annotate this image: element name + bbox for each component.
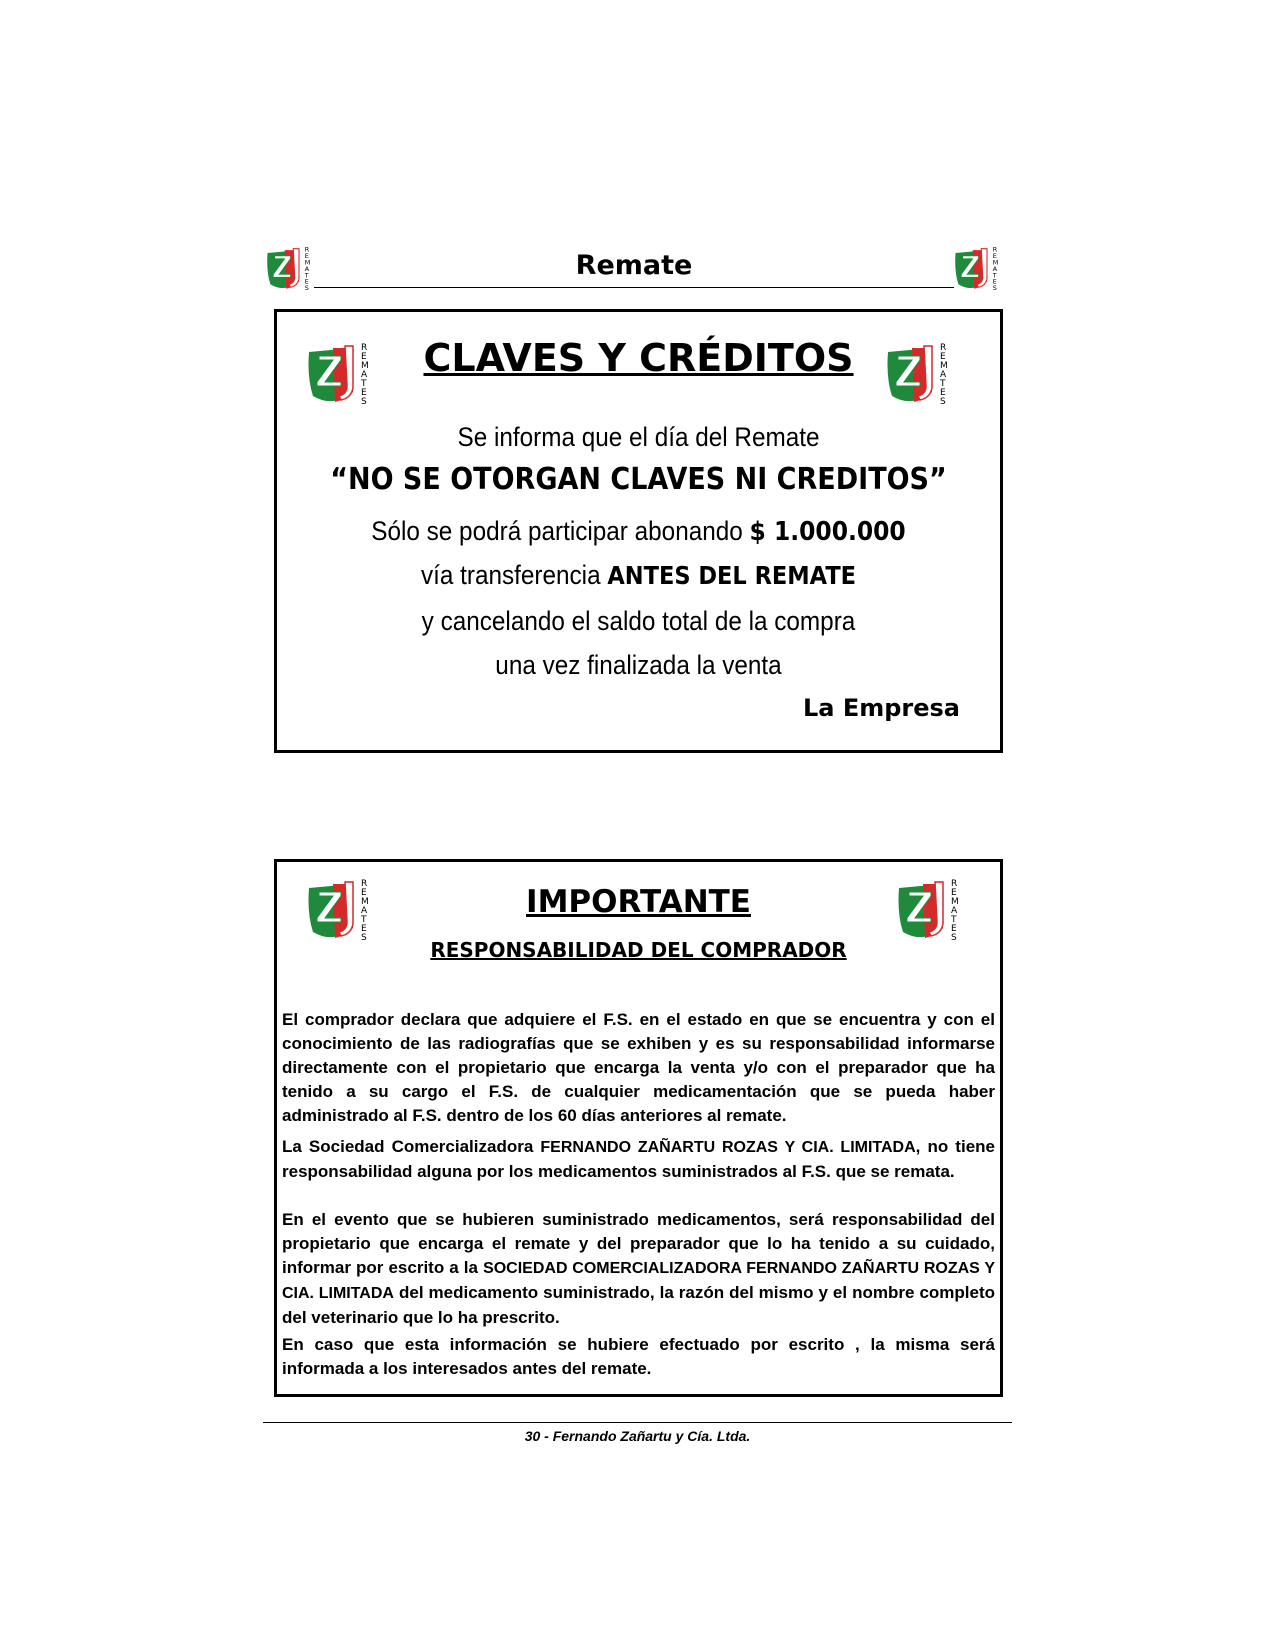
- header-logo-left: [262, 243, 316, 293]
- notice-line-4-text: vía transferencia: [420, 560, 601, 590]
- notice-line-6: una vez finalizada la venta: [495, 650, 782, 680]
- important-paragraph-3: [282, 1208, 995, 1330]
- paragraph-3-company: SOCIEDAD COMERCIALIZADORA FERNANDO ZAÑARTU ROZAS Y CIA. LIMITADA: [282, 1260, 995, 1302]
- paragraph-2-suffix: , no tiene responsabilidad alguna por los medicamentos suministrados al F.S. que se remata.: [282, 1137, 995, 1181]
- notice-amount: $ 1.000.000: [749, 517, 906, 547]
- important-paragraph-1: El comprador declara que adquiere el F.S. en el estado en que se encuentra y con el conocimiento de las radiografías que se exhiben y es su responsabilidad informarse directamente con el propietario que encarga la venta y/o con el preparador que ha tenido a su cargo el F.S. de cualquier medicamentación que se pueda haber administrado al F.S. dentro de los 60 días anteriores al remate.: [282, 1010, 995, 1125]
- notice-line-3-text: Sólo se podrá participar abonando: [371, 516, 743, 546]
- notice-line-5: y cancelando el saldo total de la compra: [421, 606, 856, 636]
- notice-line-3: [313, 516, 964, 547]
- page-title: Remate: [575, 250, 693, 281]
- notice-line-4: [313, 560, 964, 591]
- paragraph-3-suffix: del medicamento suministrado, la razón del mismo y el nombre completo del veterinario que lo ha prescrito.: [282, 1283, 996, 1327]
- important-paragraph-4: En caso que esta información se hubiere efectuado por escrito , la misma será informada a los interesados antes del remate.: [282, 1335, 995, 1378]
- notice-headline: “NO SE OTORGAN CLAVES NI CREDITOS”: [330, 462, 947, 497]
- notice-line-1: Se informa que el día del Remate: [457, 422, 820, 452]
- footer-divider: [263, 1422, 1012, 1423]
- paragraph-3-prefix: En el evento que se hubieren suministrado medicamentos, será responsabilidad del propietario que encarga el remate y del preparador que lo ha tenido a su cuidado, informar por escrito a la: [282, 1210, 995, 1277]
- important-paragraph-2: [282, 1135, 995, 1184]
- header-divider: [314, 287, 954, 288]
- notice-signature: La Empresa: [802, 694, 960, 722]
- important-subtitle: RESPONSABILIDAD DEL COMPRADOR: [430, 938, 847, 962]
- notice-title: CLAVES Y CRÉDITOS: [423, 336, 854, 380]
- notice-importante: [274, 859, 1003, 1397]
- paragraph-2-prefix: La Sociedad Comercializadora: [282, 1137, 534, 1156]
- important-title: IMPORTANTE: [526, 884, 751, 920]
- paragraph-2-company: FERNANDO ZAÑARTU ROZAS Y CIA. LIMITADA: [540, 1139, 916, 1156]
- page-footer: 30 - Fernando Zañartu y Cía. Ltda.: [524, 1428, 751, 1444]
- notice-claves-creditos: [274, 309, 1003, 753]
- notice-line-4-strong: ANTES DEL REMATE: [607, 561, 857, 590]
- header-logo-right: [950, 243, 1004, 293]
